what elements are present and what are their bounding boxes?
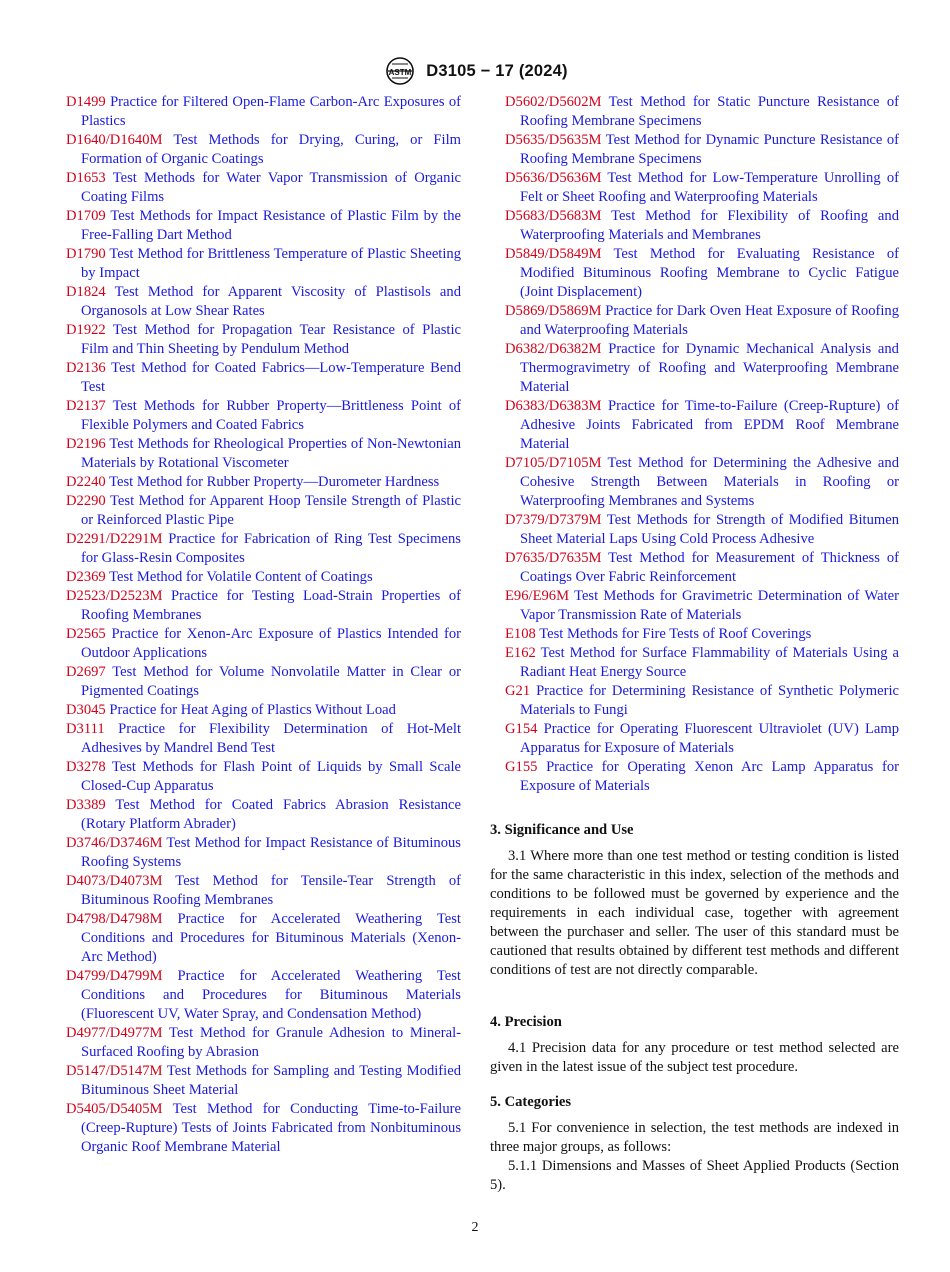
reference-code-link[interactable]: D1499 (66, 94, 106, 110)
reference-title-link[interactable]: Practice for Dark Oven Heat Exposure of Roofing and Waterproofing Materials (520, 303, 899, 338)
reference-entry (66, 473, 461, 492)
reference-entry (505, 511, 899, 549)
reference-title-link[interactable]: Test Methods for Gravimetric Determination of Water Vapor Transmission Rate of Materials (520, 588, 899, 623)
reference-entry (66, 530, 461, 568)
page-number: 2 (471, 1220, 479, 1235)
reference-code-link[interactable]: D5147/D5147M (66, 1063, 163, 1079)
reference-entry (66, 245, 461, 283)
reference-entry (66, 283, 461, 321)
reference-title-link[interactable]: Test Method for Dynamic Puncture Resistance of Roofing Membrane Specimens (520, 132, 899, 167)
reference-title-link[interactable]: Test Method for Tensile-Tear Strength of Bituminous Roofing Membranes (81, 873, 461, 908)
reference-entry (66, 568, 461, 587)
reference-title-link[interactable]: Test Method for Volume Nonvolatile Matter in Clear or Pigmented Coatings (81, 664, 461, 699)
reference-code-link[interactable]: D2523/D2523M (66, 588, 163, 604)
reference-title-link[interactable]: Test Method for Brittleness Temperature of Plastic Sheeting by Impact (81, 246, 461, 281)
reference-code-link[interactable]: D3045 (66, 702, 106, 718)
reference-entry (66, 131, 461, 169)
reference-title-link[interactable]: Test Method for Apparent Viscosity of Plastisols and Organosols at Low Shear Rates (81, 284, 462, 319)
reference-code-link[interactable]: D4977/D4977M (66, 1025, 163, 1041)
reference-title-link[interactable]: Practice for Dynamic Mechanical Analysis and Thermogravimetry of Roofing and Waterproofing Membrane Material (520, 341, 899, 395)
reference-entry (66, 758, 461, 796)
reference-code-link[interactable]: D7635/D7635M (505, 550, 602, 566)
document-designation: D3105 − 17 (2024) (426, 61, 568, 80)
reference-entry (505, 207, 899, 245)
reference-entry (66, 625, 461, 663)
reference-title-link[interactable]: Practice for Determining Resistance of Synthetic Polymeric Materials to Fungi (520, 683, 899, 718)
reference-entry (66, 1100, 461, 1157)
reference-entry (66, 872, 461, 910)
reference-title-link[interactable]: Test Methods for Impact Resistance of Plastic Film by the Free-Falling Dart Method (81, 208, 461, 243)
reference-code-link[interactable]: D3278 (66, 759, 106, 775)
page-header (0, 56, 950, 86)
reference-title-link[interactable]: Test Method for Determining the Adhesive and Cohesive Strength Between Materials in Roofing or Waterproofing Membranes and Systems (520, 455, 899, 509)
reference-title-link[interactable]: Practice for Fabrication of Ring Test Specimens for Glass-Resin Composites (81, 531, 461, 566)
reference-entry (66, 435, 461, 473)
reference-title-link[interactable]: Test Method for Measurement of Thickness of Coatings Over Fabric Reinforcement (520, 550, 899, 585)
reference-code-link[interactable]: D5849/D5849M (505, 246, 602, 262)
reference-code-link[interactable]: E162 (505, 645, 536, 661)
reference-title-link[interactable]: Practice for Operating Xenon Arc Lamp Apparatus for Exposure of Materials (520, 759, 899, 794)
reference-title-link[interactable]: Practice for Operating Fluorescent Ultraviolet (UV) Lamp Apparatus for Exposure of Materials (520, 721, 899, 756)
reference-entry (505, 302, 899, 340)
section-heading: 5. Categories (490, 1094, 572, 1110)
reference-title-link[interactable]: Practice for Xenon-Arc Exposure of Plastics Intended for Outdoor Applications (81, 626, 461, 661)
reference-title-link[interactable]: Practice for Testing Load-Strain Properties of Roofing Membranes (81, 588, 461, 623)
reference-entry (505, 454, 899, 511)
section-significance-and-use (490, 821, 899, 980)
reference-title-link[interactable]: Practice for Flexibility Determination of Hot-Melt Adhesives by Mandrel Bend Test (81, 721, 462, 756)
reference-code-link[interactable]: D7105/D7105M (505, 455, 602, 471)
reference-code-link[interactable]: D6382/D6382M (505, 341, 602, 357)
reference-entry (505, 758, 899, 796)
svg-text:ASTM: ASTM (388, 68, 412, 77)
reference-title-link[interactable]: Practice for Accelerated Weathering Test Conditions and Procedures for Bituminous Materials (Xenon-Arc Method) (81, 911, 461, 965)
reference-title-link[interactable]: Test Method for Flexibility of Roofing and Waterproofing Materials and Membranes (520, 208, 899, 243)
reference-title-link[interactable]: Test Method for Propagation Tear Resistance of Plastic Film and Thin Sheeting by Pendulum Method (81, 322, 461, 357)
reference-title-link[interactable]: Test Method for Rubber Property—Durometer Hardness (109, 474, 440, 490)
reference-entry (505, 397, 899, 454)
referenced-documents-right-column (505, 93, 899, 796)
reference-entry (66, 321, 461, 359)
reference-code-link[interactable]: D1790 (66, 246, 106, 262)
section-heading: 4. Precision (490, 1014, 562, 1030)
reference-entry (66, 492, 461, 530)
reference-title-link[interactable]: Test Methods for Fire Tests of Roof Coverings (539, 626, 812, 642)
reference-entry (505, 682, 899, 720)
reference-title-link[interactable]: Test Method for Coated Fabrics Abrasion Resistance (Rotary Platform Abrader) (81, 797, 461, 832)
reference-title-link[interactable]: Practice for Accelerated Weathering Test Conditions and Procedures for Bituminous Materials (Fluorescent UV, Water Spray, and Condensation Method) (81, 968, 461, 1022)
paragraph-5-1-1: 5.1.1 Dimensions and Masses of Sheet Applied Products (Section 5). (490, 1158, 899, 1193)
reference-title-link[interactable]: Test Methods for Rheological Properties of Non-Newtonian Materials by Rotational Viscometer (81, 436, 462, 471)
reference-code-link[interactable]: G21 (505, 683, 531, 699)
reference-title-link[interactable]: Test Method for Static Puncture Resistance of Roofing Membrane Specimens (520, 94, 899, 129)
reference-entry (66, 701, 461, 720)
reference-code-link[interactable]: D5683/D5683M (505, 208, 602, 224)
reference-title-link[interactable]: Test Method for Apparent Hoop Tensile Strength of Plastic or Reinforced Plastic Pipe (81, 493, 461, 528)
reference-code-link[interactable]: D5869/D5869M (505, 303, 602, 319)
reference-code-link[interactable]: D1922 (66, 322, 106, 338)
reference-code-link[interactable]: E96/E96M (505, 588, 570, 604)
reference-title-link[interactable]: Practice for Heat Aging of Plastics Without Load (109, 702, 396, 718)
reference-title-link[interactable]: Test Method for Low-Temperature Unrolling of Felt or Sheet Roofing and Waterproofing Materials (520, 170, 899, 205)
reference-entry (66, 967, 461, 1024)
reference-entry (66, 207, 461, 245)
reference-title-link[interactable]: Test Methods for Drying, Curing, or Film Formation of Organic Coatings (81, 132, 461, 167)
reference-entry (66, 910, 461, 967)
reference-entry (66, 796, 461, 834)
reference-entry (505, 587, 899, 625)
reference-title-link[interactable]: Test Method for Volatile Content of Coatings (109, 569, 373, 585)
section-categories (490, 1093, 899, 1195)
reference-title-link[interactable]: Practice for Time-to-Failure (Creep-Rupture) of Adhesive Joints Fabricated from EPDM Roof Membrane Material (520, 398, 899, 452)
reference-code-link[interactable]: D6383/D6383M (505, 398, 602, 414)
reference-title-link[interactable]: Test Method for Granule Adhesion to Mineral-Surfaced Roofing by Abrasion (81, 1025, 461, 1060)
reference-code-link[interactable]: D5602/D5602M (505, 94, 602, 110)
reference-entry (66, 359, 461, 397)
reference-code-link[interactable]: D2369 (66, 569, 106, 585)
reference-code-link[interactable]: D2290 (66, 493, 106, 509)
reference-code-link[interactable]: D5636/D5636M (505, 170, 602, 186)
reference-title-link[interactable]: Practice for Filtered Open-Flame Carbon-Arc Exposures of Plastics (81, 94, 461, 129)
reference-code-link[interactable]: D2697 (66, 664, 106, 680)
reference-title-link[interactable]: Test Methods for Rubber Property—Brittleness Point of Flexible Polymers and Coated Fabrics (81, 398, 461, 433)
reference-entry (66, 587, 461, 625)
reference-title-link[interactable]: Test Methods for Sampling and Testing Modified Bituminous Sheet Material (81, 1063, 461, 1098)
reference-code-link[interactable]: D1640/D1640M (66, 132, 163, 148)
reference-title-link[interactable]: Test Method for Surface Flammability of Materials Using a Radiant Heat Energy Source (520, 645, 899, 680)
reference-entry (505, 644, 899, 682)
paragraph-4-1: 4.1 Precision data for any procedure or test method selected are given in the latest issue of the subject test procedure. (490, 1040, 899, 1075)
section-precision (490, 1013, 899, 1077)
reference-code-link[interactable]: E108 (505, 626, 536, 642)
reference-title-link[interactable]: Test Methods for Flash Point of Liquids by Small Scale Closed-Cup Apparatus (81, 759, 461, 794)
reference-code-link[interactable]: D5405/D5405M (66, 1101, 163, 1117)
reference-entry (66, 169, 461, 207)
reference-code-link[interactable]: D4073/D4073M (66, 873, 163, 889)
section-heading: 3. Significance and Use (490, 822, 634, 838)
reference-title-link[interactable]: Test Method for Conducting Time-to-Failure (Creep-Rupture) Tests of Joints Fabricated from Nonbituminous Organic Roof Membrane Material (81, 1101, 461, 1155)
reference-entry (66, 1024, 461, 1062)
reference-entry (505, 93, 899, 131)
reference-entry (505, 340, 899, 397)
reference-title-link[interactable]: Test Method for Evaluating Resistance of Modified Bituminous Roofing Membrane to Cyclic Fatigue (Joint Displacement) (520, 246, 899, 300)
reference-title-link[interactable]: Test Methods for Strength of Modified Bitumen Sheet Material Laps Using Cold Process Adhesive (520, 512, 900, 547)
reference-code-link[interactable]: D2240 (66, 474, 106, 490)
reference-code-link[interactable]: G155 (505, 759, 538, 775)
reference-entry (505, 720, 899, 758)
reference-entry (505, 169, 899, 207)
paragraph-3-1: 3.1 Where more than one test method or testing condition is listed for the same characteristic in this index, selection of the methods and conditions to be followed must be governed by experience and the requirements in each individual case, together with agreement between the purchaser and seller. The user of this standard must be cautioned that results obtained by different test methods and different conditions of test are not directly comparable. (490, 848, 899, 978)
referenced-documents-left-column (66, 93, 461, 1157)
reference-entry (505, 131, 899, 169)
reference-title-link[interactable]: Test Method for Coated Fabrics—Low-Temperature Bend Test (81, 360, 461, 395)
reference-code-link[interactable]: D1709 (66, 208, 106, 224)
reference-entry (66, 1062, 461, 1100)
reference-code-link[interactable]: D1653 (66, 170, 106, 186)
reference-code-link[interactable]: D3746/D3746M (66, 835, 163, 851)
reference-code-link[interactable]: D3111 (66, 721, 105, 737)
reference-entry (66, 93, 461, 131)
reference-entry (505, 549, 899, 587)
reference-entry (505, 625, 899, 644)
reference-code-link[interactable]: D4799/D4799M (66, 968, 163, 984)
reference-code-link[interactable]: D5635/D5635M (505, 132, 602, 148)
reference-code-link[interactable]: D2137 (66, 398, 106, 414)
reference-entry (66, 834, 461, 872)
reference-code-link[interactable]: D3389 (66, 797, 106, 813)
reference-entry (505, 245, 899, 302)
reference-title-link[interactable]: Test Methods for Water Vapor Transmission of Organic Coating Films (81, 170, 461, 205)
reference-entry (66, 720, 461, 758)
reference-code-link[interactable]: D2291/D2291M (66, 531, 163, 547)
paragraph-5-1: 5.1 For convenience in selection, the test methods are indexed in three major groups, as follows: (490, 1120, 899, 1155)
reference-code-link[interactable]: D2136 (66, 360, 106, 376)
reference-entry (66, 663, 461, 701)
reference-code-link[interactable]: D2565 (66, 626, 106, 642)
astm-logo-icon (382, 56, 418, 86)
reference-code-link[interactable]: D1824 (66, 284, 106, 300)
reference-entry (66, 397, 461, 435)
reference-title-link[interactable]: Test Method for Impact Resistance of Bituminous Roofing Systems (81, 835, 461, 870)
reference-code-link[interactable]: D4798/D4798M (66, 911, 163, 927)
reference-code-link[interactable]: G154 (505, 721, 538, 737)
reference-code-link[interactable]: D7379/D7379M (505, 512, 602, 528)
reference-code-link[interactable]: D2196 (66, 436, 106, 452)
